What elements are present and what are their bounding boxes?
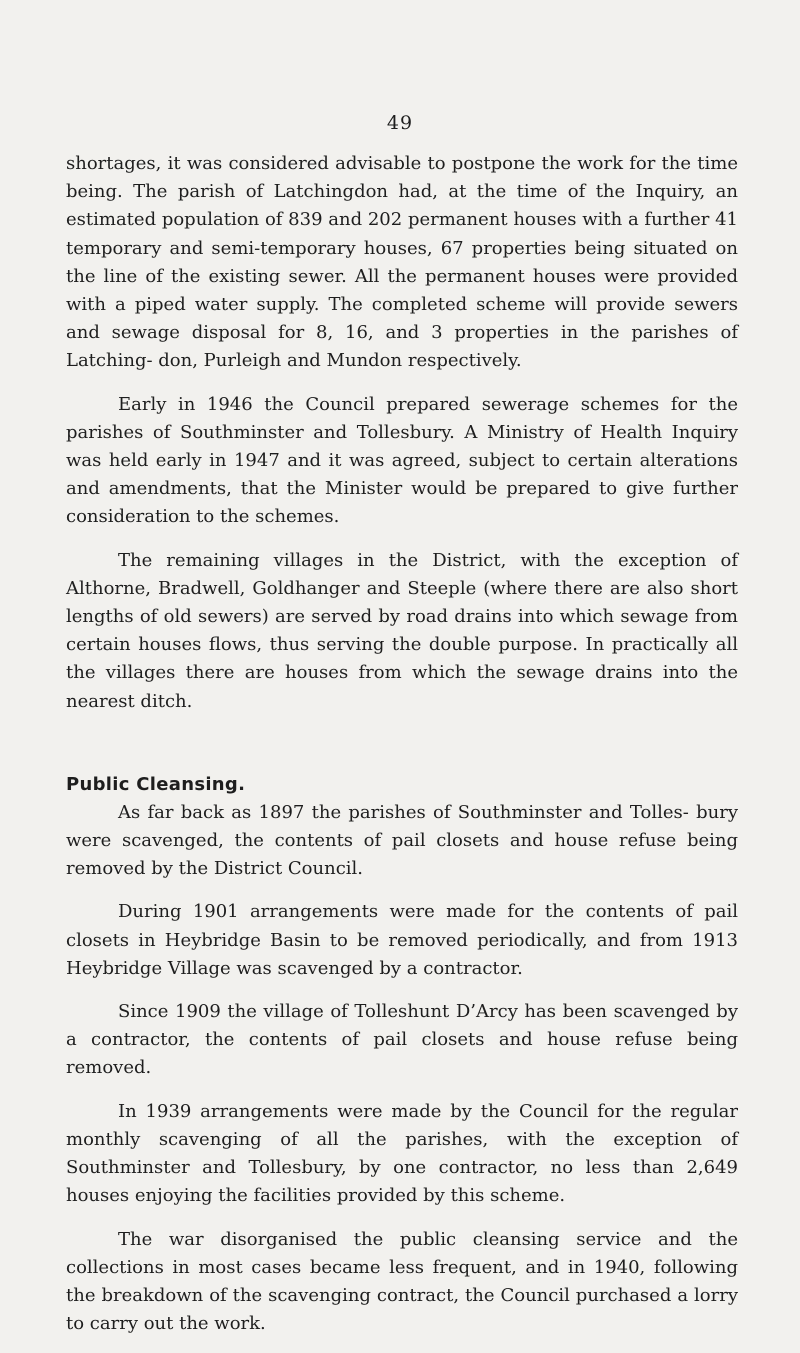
paragraph-1901-heybridge: During 1901 arrangements were made for the contents of pail closets in Heybridge Basin to be removed periodically, and from 1913 Heybridge Village was scavenged by a contractor.	[66, 901, 738, 979]
paragraph-1939-arrangements: In 1939 arrangements were made by the Council for the regular monthly scavenging of all the parishes, with the exception of Southminster and Tollesbury, by one contractor, no less than 2,649 houses enjoying the facilities provided by this scheme.	[66, 1100, 738, 1207]
body-text	[66, 150, 738, 1353]
paragraph-latchingdon-scheme: shortages, it was considered advisable to postpone the work for the time being. The parish of Latchingdon had, at the time of the Inquiry, an estimated population of 839 and 202 permanent houses with a further 41 temporary and semi-temporary houses, 67 properties being situated on the line of the existing sewer. All the permanent houses were provided with a piped water supply. The completed scheme will provide sewers and sewage disposal for 8, 16, and 3 properties in the parishes of Latching- don, Purleigh and Mundon respectively.	[66, 153, 738, 372]
paragraph-southminster-tollesbury-schemes: Early in 1946 the Council prepared sewerage schemes for the parishes of Southminster and Tollesbury. A Ministry of Health Inquiry was held early in 1947 and it was agreed, subject to certain alterations and amendments, that the Minister would be prepared to give further consideration to the schemes.	[66, 393, 738, 528]
paragraph-remaining-villages: The remaining villages in the District, with the exception of Althorne, Bradwell, Goldhanger and Steeple (where there are also short lengths of old sewers) are served by road drains into which sewage from certain houses flows, thus serving the double purpose. In practically all the villages there are houses from which the sewage drains into the nearest ditch.	[66, 549, 738, 712]
paragraph-1909-tolleshunt: Since 1909 the village of Tolleshunt D’Arcy has been scavenged by a contractor, the contents of pail closets and house refuse being removed.	[66, 1001, 738, 1079]
page-number: 49	[386, 112, 414, 134]
section-heading-public-cleansing: Public Cleansing.	[66, 773, 246, 795]
paragraph-1897-scavenging: As far back as 1897 the parishes of Southminster and Tolles- bury were scavenged, the contents of pail closets and house refuse being removed by the District Council.	[66, 801, 738, 880]
paragraph-war-disorganisation: The war disorganised the public cleansing service and the collections in most cases became less frequent, and in 1940, following the breakdown of the scavenging contract, the Council purchased a lorry to carry out the work.	[66, 1228, 738, 1335]
